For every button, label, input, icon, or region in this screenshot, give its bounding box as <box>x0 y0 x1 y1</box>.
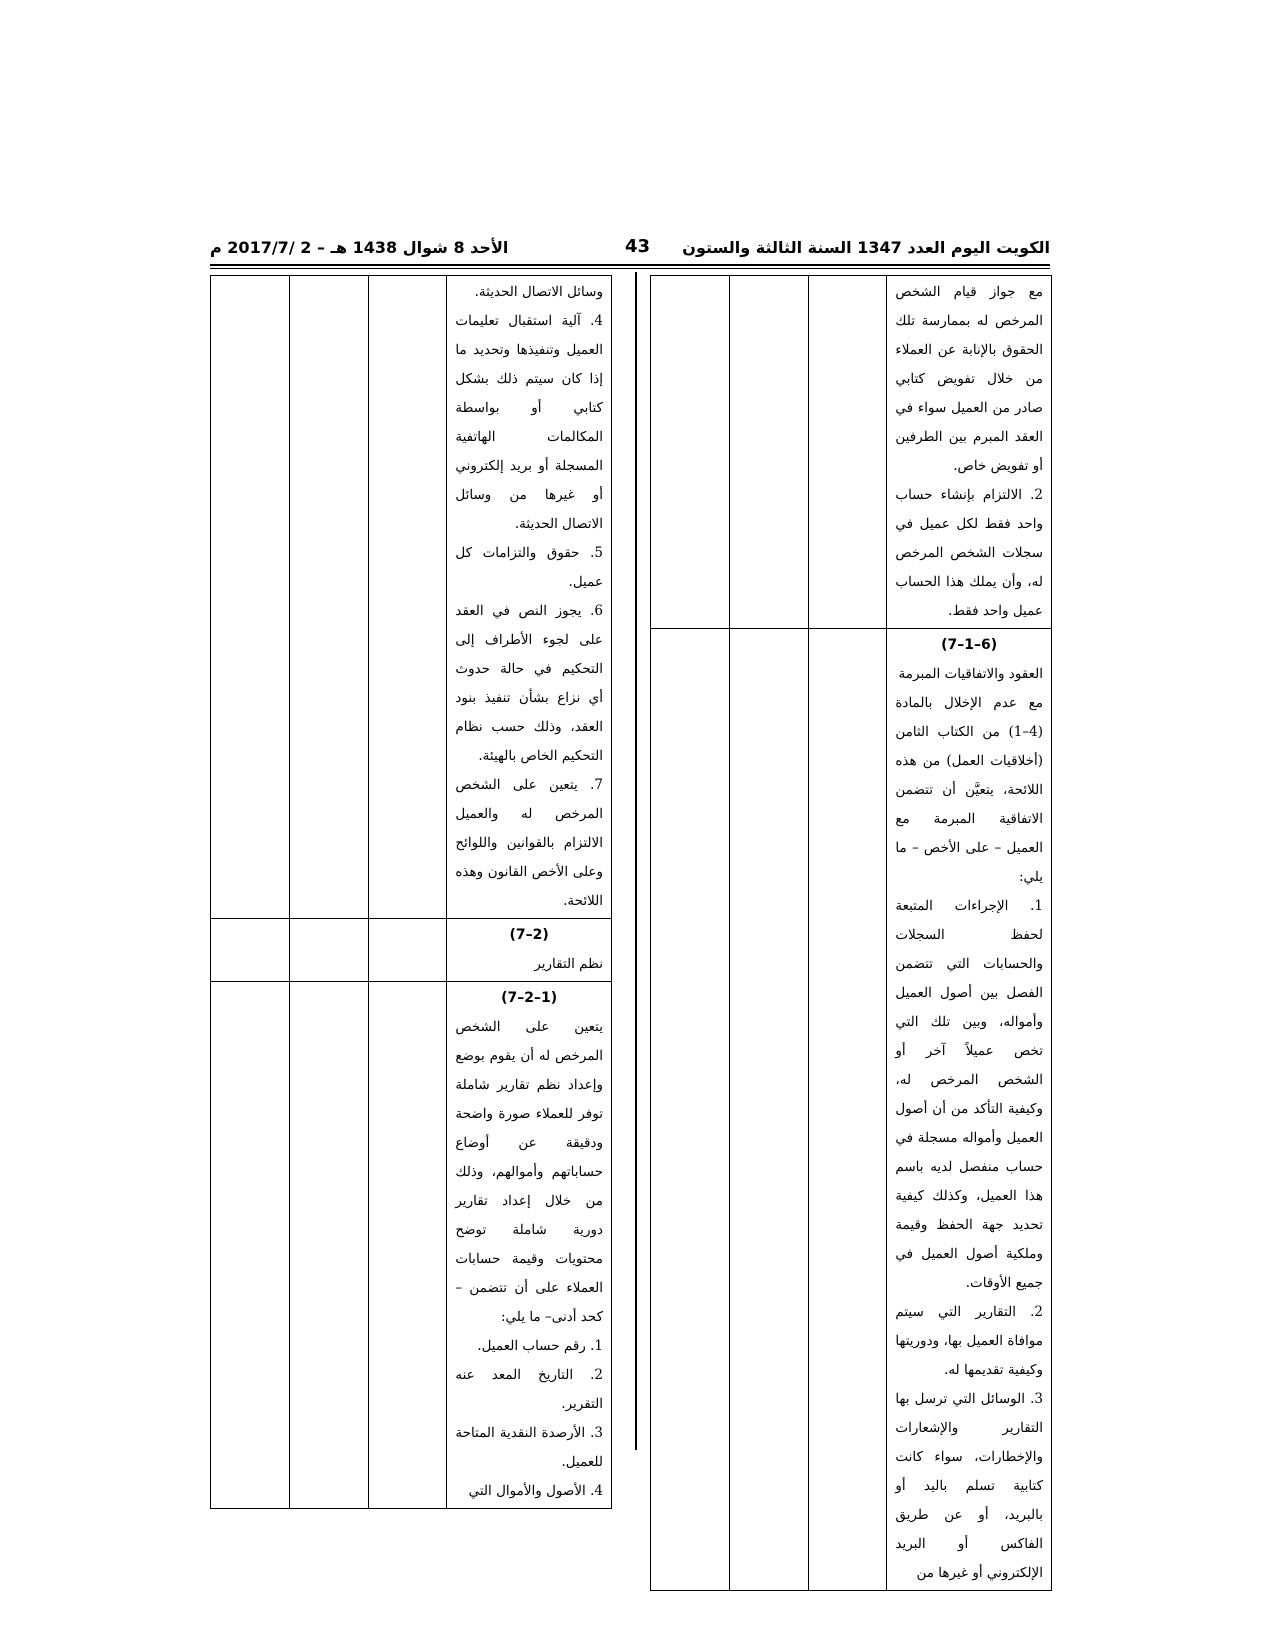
empty-cell <box>211 982 290 1509</box>
paragraph: يتعين على الشخص المرخص له أن يقوم بوضع وإعداد نظم تقارير شاملة توفر للعملاء صورة واضحة ودقيقة عن أوضاع حساباتهم وأموالهم، وذلك من خلال إعداد تقارير دورية شاملة توضح محتويات وقيمة حسابات العملاء على أن تتضمن –كحد أدنى– ما يلي: <box>455 1019 603 1325</box>
table-row <box>651 276 1052 629</box>
section-title: العقود والاتفاقيات المبرمة <box>898 666 1043 682</box>
paragraph: 4. آلية استقبال تعليمات العميل وتنفيذها وتحديد ما إذا كان سيتم ذلك بشكل كتابي أو بواسطة المكالمات الهاتفية المسجلة أو بريد إلكتروني أو غيرها من وسائل الاتصال الحديثة. <box>455 313 603 532</box>
empty-cell <box>368 919 447 982</box>
empty-cell <box>651 276 730 629</box>
empty-cell <box>729 629 808 1591</box>
paragraph: 7. يتعين على الشخص المرخص له والعميل الالتزام بالقوانين واللوائح وعلى الأخص القانون وهذه اللائحة. <box>455 777 603 909</box>
table-row <box>211 276 612 919</box>
section-number: (7–1–6) <box>941 637 998 653</box>
paragraph: 3. الأرصدة النقدية المتاحة للعميل. <box>455 1425 603 1470</box>
empty-cell <box>368 982 447 1509</box>
empty-cell <box>289 919 368 982</box>
paragraph: مع جواز قيام الشخص المرخص له بممارسة تلك الحقوق بالإنابة عن العملاء من خلال تفويض كتابي صادر من العميل سواء في العقد المبرم بين الطرفين أو تفويض خاص. <box>895 284 1043 474</box>
empty-cell <box>211 276 290 919</box>
empty-cell <box>289 982 368 1509</box>
page-header <box>210 238 1050 266</box>
empty-cell <box>729 276 808 629</box>
table-row <box>211 982 612 1509</box>
empty-cell <box>289 276 368 919</box>
table-row <box>211 919 612 982</box>
paragraph: 5. حقوق والتزامات كل عميل. <box>455 545 603 590</box>
section-number: (7–2) <box>509 927 549 943</box>
empty-cell <box>211 919 290 982</box>
empty-cell <box>808 276 887 629</box>
gazette-title: الكويت اليوم العدد 1347 السنة الثالثة والستون <box>682 238 1050 257</box>
text-cell <box>887 276 1052 629</box>
paragraph: 6. يجوز النص في العقد على لجوء الأطراف إلى التحكيم في حالة حدوث أي نزاع بشأن تنفيذ بنود العقد، وذلك حسب نظام التحكيم الخاص بالهيئة. <box>455 603 603 764</box>
paragraph: 1. الإجراءات المتبعة لحفظ السجلات والحسابات التي تتضمن الفصل بين أصول العميل وأمواله، وبين تلك التي تخص عميلاً آخر أو الشخص المرخص له، وكيفية التأكد من أن أصول العميل وأمواله مسجلة في حساب منفصل لديه باسم هذا العميل، وكذلك كيفية تحديد جهة الحفظ وقيمة وملكية أصول العميل في جميع الأوقات. <box>895 898 1043 1291</box>
empty-cell <box>651 629 730 1591</box>
paragraph: 2. التاريخ المعد عنه التقرير. <box>455 1367 603 1412</box>
issue-date: الأحد 8 شوال 1438 هـ – 2 /2017/7 م <box>210 238 509 257</box>
column-separator <box>635 272 637 1450</box>
paragraph: 3. الوسائل التي ترسل بها التقارير والإشعارات والإخطارات، سواء كانت كتابية تسلم باليد أو بالبريد، أو عن طريق الفاكس أو البريد الإلكتروني أو غيرها من <box>895 1391 1043 1581</box>
paragraph: 2. التقارير التي سيتم موافاة العميل بها، ودوريتها وكيفية تقديمها له. <box>895 1304 1043 1378</box>
text-cell <box>887 629 1052 1591</box>
empty-cell <box>808 629 887 1591</box>
section-title: نظم التقارير <box>534 956 603 972</box>
page-number: 43 <box>625 236 651 257</box>
text-cell <box>447 919 612 982</box>
paragraph: 1. رقم حساب العميل. <box>477 1338 603 1354</box>
empty-cell <box>368 276 447 919</box>
paragraph: مع عدم الإخلال بالمادة (4–1) من الكتاب الثامن (أخلاقيات العمل) من هذه اللائحة، يتعيَّن أن تتضمن الاتفاقية المبرمة مع العميل – على الأخص – ما يلي: <box>895 695 1043 885</box>
left-column-table <box>210 275 612 1509</box>
table-row <box>651 629 1052 1591</box>
header-rule <box>210 264 1050 266</box>
section-number: (7–2–1) <box>501 990 558 1006</box>
paragraph: وسائل الاتصال الحديثة. <box>474 284 603 300</box>
header-rule-thin <box>210 268 1050 269</box>
right-column-table <box>650 275 1052 1591</box>
paragraph: 2. الالتزام بإنشاء حساب واحد فقط لكل عميل في سجلات الشخص المرخص له، وأن يملك هذا الحساب عميل واحد فقط. <box>895 487 1043 619</box>
text-cell <box>447 982 612 1509</box>
text-cell <box>447 276 612 919</box>
paragraph: 4. الأصول والأموال التي <box>468 1483 603 1499</box>
